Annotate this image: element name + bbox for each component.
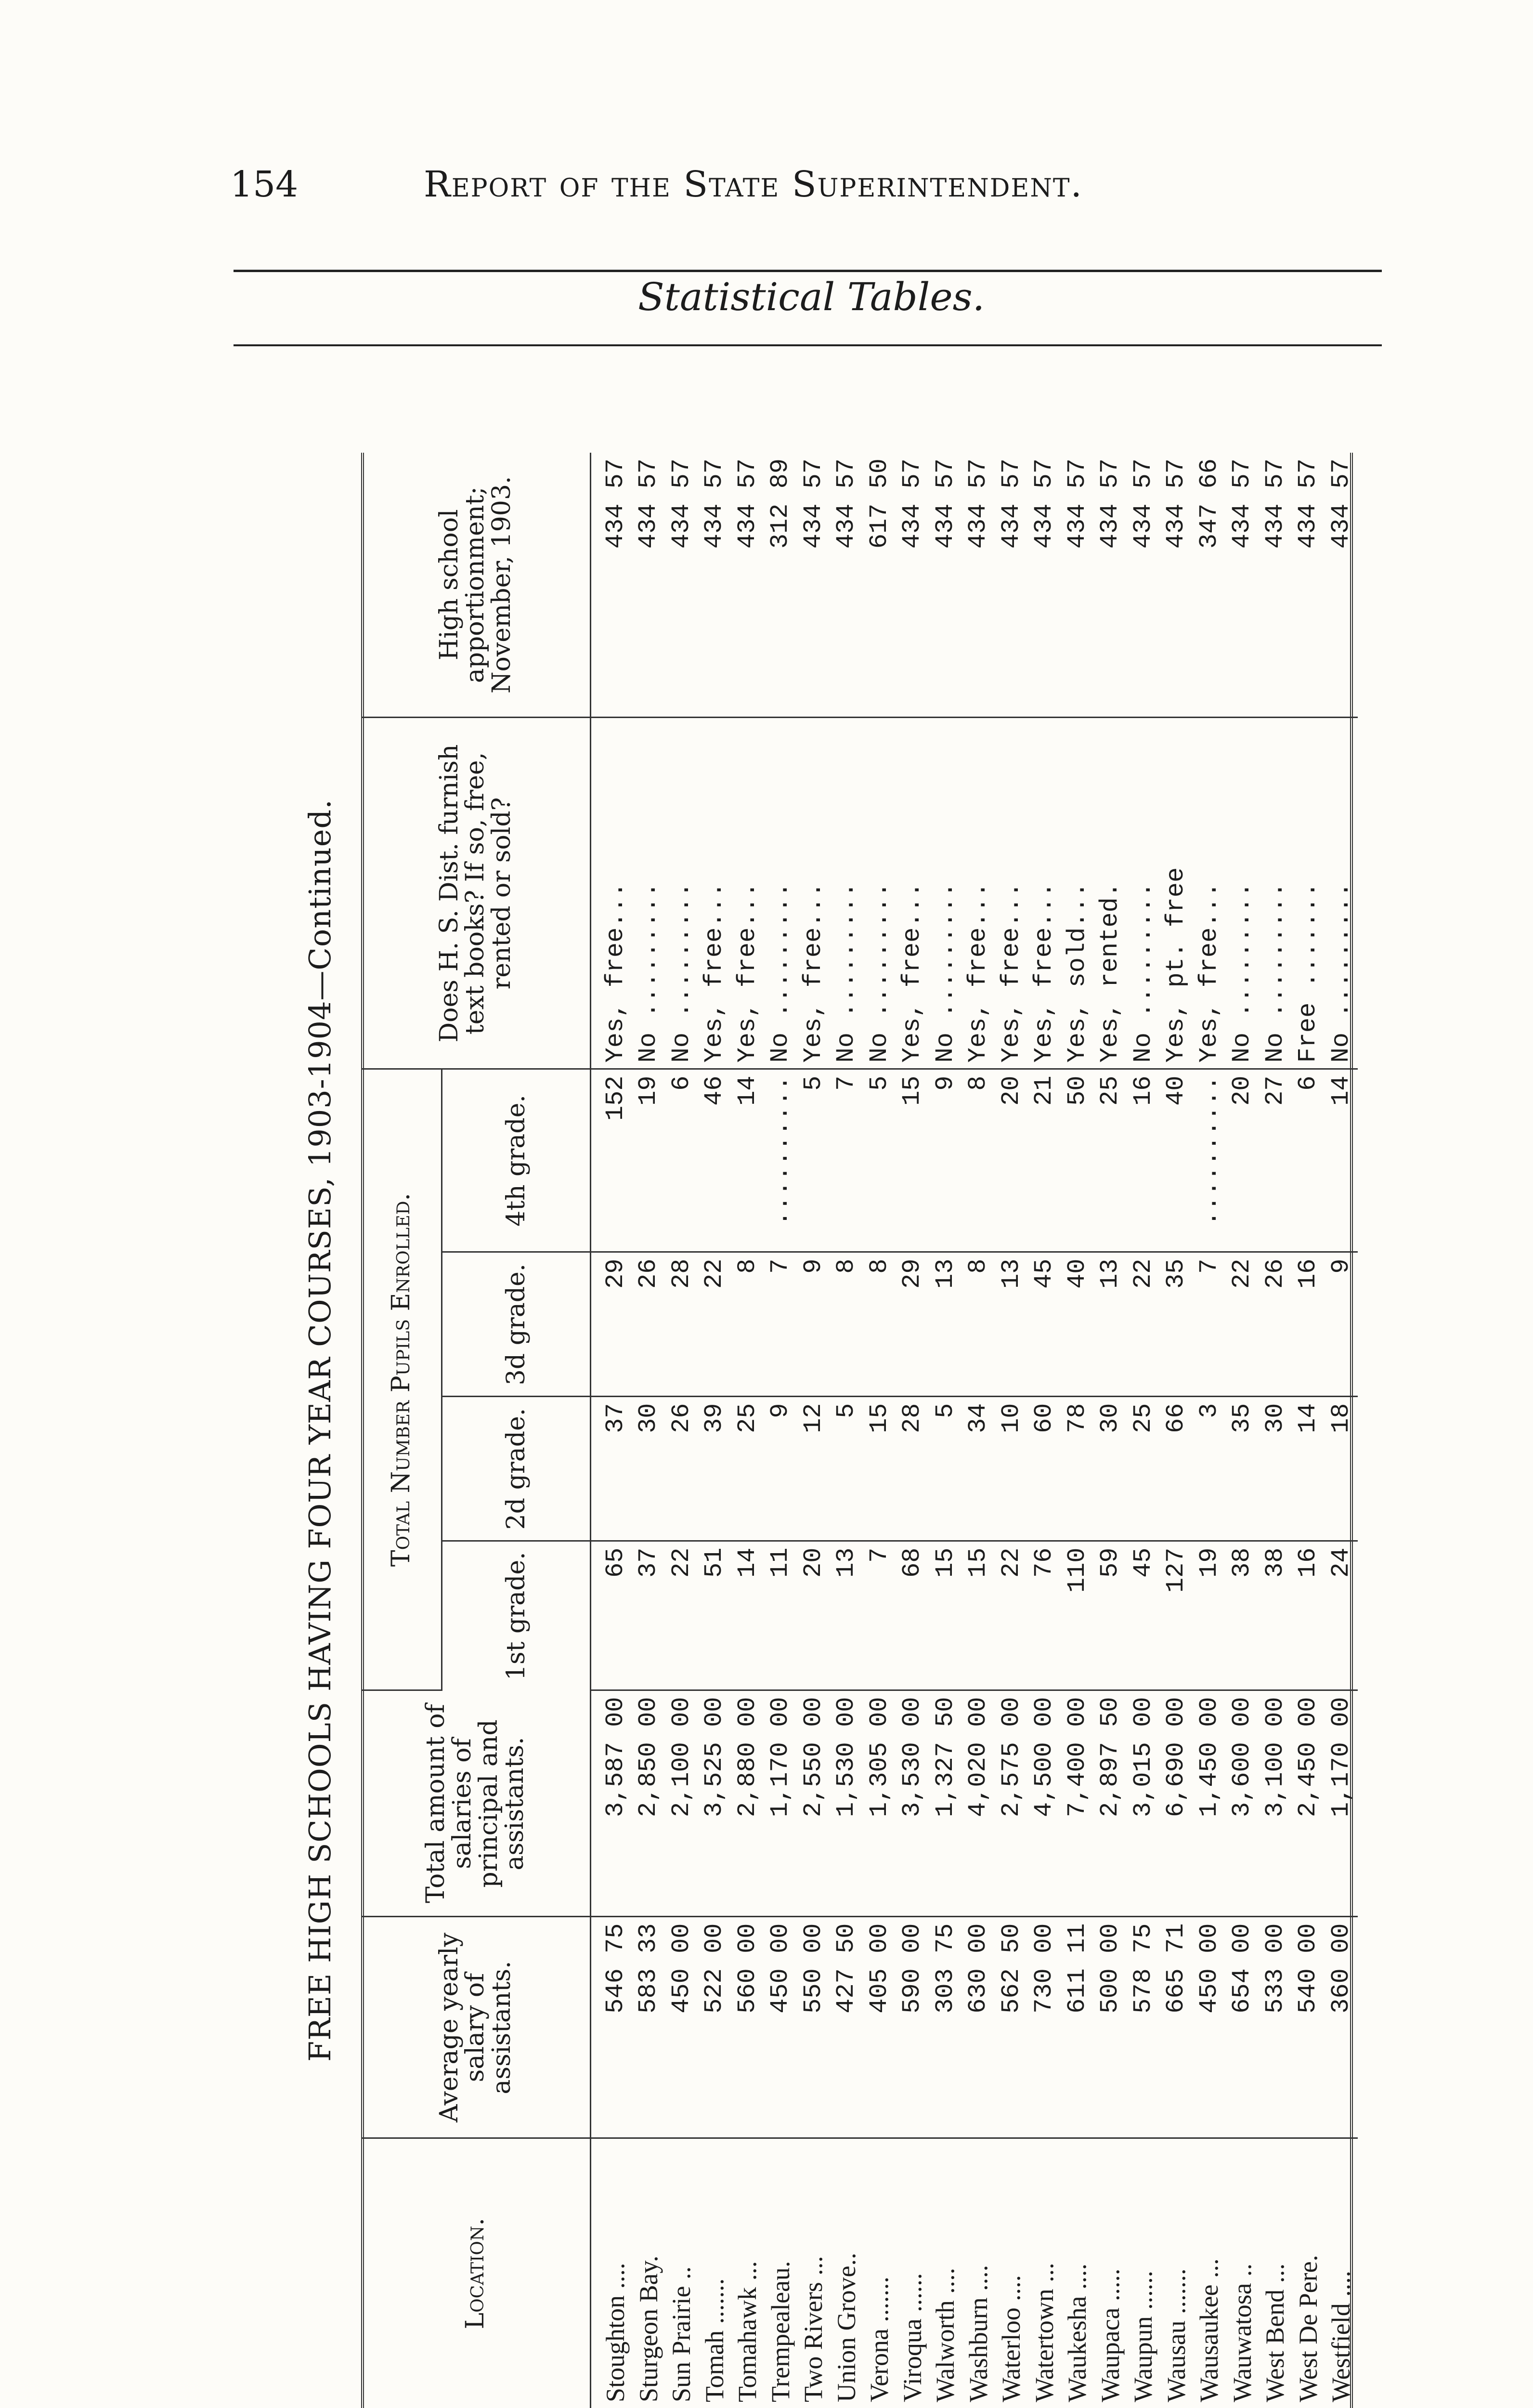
table-row — [1193, 453, 1226, 2408]
cell-grade-3: 35 — [1160, 1252, 1193, 1397]
cell-grade-4: 46 — [698, 1069, 731, 1252]
cell-grade-2: 30 — [632, 1397, 665, 1541]
cell-apportionment: 434 57 — [995, 453, 1028, 718]
cell-text-books: Yes, free... — [1193, 718, 1226, 1069]
header-grade-1: 1st grade. — [442, 1541, 591, 1690]
cell-avg-salary: 450 00 — [665, 1917, 698, 2138]
cell-location: Wauwatosa .. — [1227, 2263, 1257, 2402]
cell-grade-1: 22 — [665, 1541, 698, 1690]
table-row — [1028, 453, 1061, 2408]
table-row — [1226, 453, 1259, 2408]
table-row — [1127, 453, 1160, 2408]
cell-grade-4: .......... — [1193, 1069, 1226, 1252]
cell-avg-salary: 590 00 — [896, 1917, 929, 2138]
header-apportionment: High school apportionment; November, 1903. — [361, 453, 591, 718]
cell-apportionment: 434 57 — [632, 453, 665, 718]
cell-apportionment: 434 57 — [665, 453, 698, 718]
cell-apportionment: 434 57 — [830, 453, 863, 718]
cell-grade-4: 50 — [1061, 1069, 1094, 1252]
cell-grade-3: 13 — [1094, 1252, 1127, 1397]
cell-grade-4: 27 — [1259, 1069, 1292, 1252]
cell-location: West Bend ... — [1260, 2263, 1290, 2402]
cell-text-books: Yes, free... — [995, 718, 1028, 1069]
cell-text-books: Yes, free... — [731, 718, 764, 1069]
cell-grade-4: 6 — [1292, 1069, 1325, 1252]
table-row — [830, 453, 863, 2408]
cell-text-books: No ......... — [1226, 718, 1259, 1069]
cell-grade-2: 66 — [1160, 1397, 1193, 1541]
cell-avg-salary: 450 00 — [764, 1917, 797, 2138]
cell-grade-1: 59 — [1094, 1541, 1127, 1690]
rotated-table — [289, 453, 1355, 2408]
cell-total-salaries: 7,400 00 — [1061, 1690, 1094, 1917]
cell-grade-4: .......... — [764, 1069, 797, 1252]
header-grade-3: 3d grade. — [442, 1252, 591, 1397]
cell-grade-2: 9 — [764, 1397, 797, 1541]
cell-grade-3: 8 — [830, 1252, 863, 1397]
cell-apportionment: 434 57 — [1160, 453, 1193, 718]
cell-total-salaries: 2,100 00 — [665, 1690, 698, 1917]
cell-grade-4: 8 — [962, 1069, 995, 1252]
cell-text-books: Yes, pt. free — [1160, 718, 1193, 1069]
cell-text-books: Yes, free... — [1028, 718, 1061, 1069]
cell-grade-1: 16 — [1292, 1541, 1325, 1690]
cell-apportionment: 434 57 — [1325, 453, 1358, 718]
cell-avg-salary: 546 75 — [591, 1917, 632, 2138]
section-title: Statistical Tables. — [638, 275, 985, 319]
cell-avg-salary: 578 75 — [1127, 1917, 1160, 2138]
table-row — [1094, 453, 1127, 2408]
cell-grade-3: 8 — [863, 1252, 896, 1397]
cell-grade-4: 19 — [632, 1069, 665, 1252]
table-row — [995, 453, 1028, 2408]
cell-location: Waukesha .... — [1063, 2263, 1092, 2402]
cell-grade-3: 13 — [929, 1252, 962, 1397]
table-row — [731, 453, 764, 2408]
cell-avg-salary: 630 00 — [962, 1917, 995, 2138]
cell-apportionment: 617 50 — [863, 453, 896, 718]
header-grade-4: 4th grade. — [442, 1069, 591, 1252]
table-row — [797, 453, 830, 2408]
cell-grade-2: 12 — [797, 1397, 830, 1541]
cell-avg-salary: 550 00 — [797, 1917, 830, 2138]
cell-grade-1: 24 — [1325, 1541, 1358, 1690]
cell-grade-3: 7 — [1193, 1252, 1226, 1397]
cell-total-salaries: 4,500 00 — [1028, 1690, 1061, 1917]
cell-grade-3: 22 — [1127, 1252, 1160, 1397]
cell-total-salaries: 2,450 00 — [1292, 1690, 1325, 1917]
header-grade-2: 2d grade. — [442, 1397, 591, 1541]
cell-avg-salary: 540 00 — [1292, 1917, 1325, 2138]
cell-location: West De Pere. — [1293, 2254, 1323, 2402]
cell-grade-3: 40 — [1061, 1252, 1094, 1397]
cell-text-books: No ......... — [929, 718, 962, 1069]
cell-total-salaries: 2,575 00 — [995, 1690, 1028, 1917]
cell-text-books: No ......... — [830, 718, 863, 1069]
cell-total-salaries: 1,170 00 — [1325, 1690, 1358, 1917]
table-row — [1325, 453, 1358, 2408]
table-row — [764, 453, 797, 2408]
cell-grade-2: 25 — [1127, 1397, 1160, 1541]
cell-text-books: No ......... — [665, 718, 698, 1069]
cell-avg-salary: 533 00 — [1259, 1917, 1292, 2138]
cell-grade-2: 37 — [591, 1397, 632, 1541]
cell-grade-4: 25 — [1094, 1069, 1127, 1252]
cell-grade-2: 35 — [1226, 1397, 1259, 1541]
cell-grade-2: 34 — [962, 1397, 995, 1541]
cell-grade-1: 13 — [830, 1541, 863, 1690]
cell-grade-3: 16 — [1292, 1252, 1325, 1397]
cell-location: Westfield .... — [1326, 2270, 1356, 2402]
cell-total-salaries: 1,450 00 — [1193, 1690, 1226, 1917]
statistics-table — [361, 453, 1358, 2408]
cell-apportionment: 434 57 — [1292, 453, 1325, 718]
cell-grade-1: 22 — [995, 1541, 1028, 1690]
cell-location: Tomah ....... — [700, 2278, 729, 2402]
cell-text-books: No ......... — [1259, 718, 1292, 1069]
cell-avg-salary: 654 00 — [1226, 1917, 1259, 2138]
cell-grade-4: 20 — [995, 1069, 1028, 1252]
cell-total-salaries: 2,897 50 — [1094, 1690, 1127, 1917]
cell-grade-4: 14 — [731, 1069, 764, 1252]
cell-total-salaries: 1,170 00 — [764, 1690, 797, 1917]
cell-grade-2: 30 — [1259, 1397, 1292, 1541]
cell-location: Washburn .... — [963, 2264, 993, 2402]
cell-apportionment: 434 57 — [896, 453, 929, 718]
cell-total-salaries: 3,100 00 — [1259, 1690, 1292, 1917]
page-number: 154 — [230, 164, 299, 205]
cell-grade-3: 26 — [632, 1252, 665, 1397]
cell-total-salaries: 3,587 00 — [591, 1690, 632, 1917]
cell-avg-salary: 500 00 — [1094, 1917, 1127, 2138]
cell-location: Sturgeon Bay. — [634, 2255, 663, 2402]
cell-location: Trempealeau. — [766, 2261, 795, 2402]
cell-grade-3: 9 — [797, 1252, 830, 1397]
cell-grade-2: 26 — [665, 1397, 698, 1541]
cell-location: Verona ....... — [865, 2277, 894, 2402]
cell-total-salaries: 3,600 00 — [1226, 1690, 1259, 1917]
cell-grade-1: 14 — [731, 1541, 764, 1690]
cell-apportionment: 434 57 — [698, 453, 731, 718]
cell-grade-3: 45 — [1028, 1252, 1061, 1397]
cell-text-books: Yes, sold... — [1061, 718, 1094, 1069]
cell-grade-4: 20 — [1226, 1069, 1259, 1252]
cell-text-books: Yes, free... — [962, 718, 995, 1069]
cell-grade-1: 38 — [1259, 1541, 1292, 1690]
cell-apportionment: 347 66 — [1193, 453, 1226, 718]
cell-avg-salary: 611 11 — [1061, 1917, 1094, 2138]
cell-apportionment: 434 57 — [797, 453, 830, 718]
cell-location: Watertown ... — [1029, 2263, 1059, 2402]
cell-location: Wausaukee ... — [1195, 2258, 1224, 2402]
table-row — [1259, 453, 1292, 2408]
table-row — [929, 453, 962, 2408]
table-title: FREE HIGH SCHOOLS HAVING FOUR YEAR COURSES, 1903-1904—Continued. — [302, 799, 338, 2062]
table-row — [1292, 453, 1325, 2408]
cell-avg-salary: 583 33 — [632, 1917, 665, 2138]
running-title: Report of the State Superintendent. — [424, 164, 1083, 205]
cell-grade-1: 110 — [1061, 1541, 1094, 1690]
cell-grade-1: 15 — [929, 1541, 962, 1690]
cell-grade-2: 3 — [1193, 1397, 1226, 1541]
cell-avg-salary: 303 75 — [929, 1917, 962, 2138]
cell-total-salaries: 1,530 00 — [830, 1690, 863, 1917]
cell-grade-2: 78 — [1061, 1397, 1094, 1541]
cell-grade-1: 20 — [797, 1541, 830, 1690]
cell-grade-3: 22 — [1226, 1252, 1259, 1397]
cell-total-salaries: 2,550 00 — [797, 1690, 830, 1917]
header-total-salaries: Total amount of salaries of principal and assistants. — [361, 1690, 591, 1917]
header-rule — [234, 270, 1382, 272]
cell-grade-1: 11 — [764, 1541, 797, 1690]
cell-total-salaries: 6,690 00 — [1160, 1690, 1193, 1917]
cell-total-salaries: 3,525 00 — [698, 1690, 731, 1917]
cell-location: Stoughton .... — [601, 2263, 630, 2402]
table-row — [863, 453, 896, 2408]
cell-total-salaries: 1,305 00 — [863, 1690, 896, 1917]
cell-grade-4: 16 — [1127, 1069, 1160, 1252]
cell-grade-3: 22 — [698, 1252, 731, 1397]
cell-grade-4: 152 — [591, 1069, 632, 1252]
cell-grade-3: 29 — [896, 1252, 929, 1397]
cell-grade-2: 60 — [1028, 1397, 1061, 1541]
cell-grade-4: 9 — [929, 1069, 962, 1252]
cell-avg-salary: 560 00 — [731, 1917, 764, 2138]
cell-text-books: No ......... — [863, 718, 896, 1069]
cell-apportionment: 434 57 — [962, 453, 995, 718]
cell-grade-4: 5 — [863, 1069, 896, 1252]
cell-grade-2: 39 — [698, 1397, 731, 1541]
table-body — [591, 453, 1358, 2408]
cell-avg-salary: 405 00 — [863, 1917, 896, 2138]
cell-apportionment: 434 57 — [1127, 453, 1160, 718]
cell-grade-2: 18 — [1325, 1397, 1358, 1541]
cell-grade-4: 7 — [830, 1069, 863, 1252]
section-rule — [234, 344, 1382, 346]
table-row — [698, 453, 731, 2408]
cell-avg-salary: 450 00 — [1193, 1917, 1226, 2138]
table-row — [962, 453, 995, 2408]
cell-grade-3: 29 — [591, 1252, 632, 1397]
cell-total-salaries: 2,880 00 — [731, 1690, 764, 1917]
cell-location: Waupun ...... — [1129, 2270, 1158, 2402]
cell-location: Viroqua ...... — [897, 2273, 927, 2402]
cell-grade-2: 15 — [863, 1397, 896, 1541]
cell-total-salaries: 2,850 00 — [632, 1690, 665, 1917]
cell-grade-3: 28 — [665, 1252, 698, 1397]
cell-location: Two Rivers ... — [799, 2256, 828, 2402]
cell-grade-2: 25 — [731, 1397, 764, 1541]
cell-grade-4: 6 — [665, 1069, 698, 1252]
header-enrolled-group: Total Number Pupils Enrolled. — [361, 1069, 442, 1690]
cell-avg-salary: 665 71 — [1160, 1917, 1193, 2138]
cell-grade-3: 13 — [995, 1252, 1028, 1397]
cell-avg-salary: 360 00 — [1325, 1917, 1358, 2138]
table-row — [1061, 453, 1094, 2408]
cell-location: Waupaca ..... — [1095, 2268, 1125, 2402]
cell-apportionment: 434 57 — [1028, 453, 1061, 718]
header-text-books: Does H. S. Dist. furnish text books? If so, free, rented or sold? — [361, 718, 591, 1069]
cell-text-books: No ......... — [1127, 718, 1160, 1069]
cell-grade-1: 15 — [962, 1541, 995, 1690]
cell-text-books: No ......... — [764, 718, 797, 1069]
cell-grade-4: 21 — [1028, 1069, 1061, 1252]
cell-grade-3: 26 — [1259, 1252, 1292, 1397]
cell-grade-3: 9 — [1325, 1252, 1358, 1397]
cell-total-salaries: 3,015 00 — [1127, 1690, 1160, 1917]
cell-location: Union Grove.. — [831, 2252, 861, 2402]
cell-grade-2: 5 — [830, 1397, 863, 1541]
cell-grade-2: 5 — [929, 1397, 962, 1541]
cell-grade-2: 28 — [896, 1397, 929, 1541]
cell-text-books: Yes, free... — [591, 718, 632, 1069]
table-row — [1160, 453, 1193, 2408]
cell-grade-3: 8 — [731, 1252, 764, 1397]
cell-location: Wausau ....... — [1161, 2268, 1191, 2402]
cell-apportionment: 312 89 — [764, 453, 797, 718]
cell-location: Tomahawk ... — [733, 2261, 762, 2402]
cell-grade-4: 5 — [797, 1069, 830, 1252]
cell-avg-salary: 427 50 — [830, 1917, 863, 2138]
cell-grade-1: 19 — [1193, 1541, 1226, 1690]
header-avg-salary: Average yearly salary of assistants. — [361, 1917, 591, 2138]
cell-avg-salary: 730 00 — [1028, 1917, 1061, 2138]
cell-apportionment: 434 57 — [1226, 453, 1259, 718]
cell-text-books: Yes, free... — [698, 718, 731, 1069]
cell-grade-3: 7 — [764, 1252, 797, 1397]
table-row — [665, 453, 698, 2408]
header-location: Location. — [361, 2138, 591, 2408]
cell-grade-1: 68 — [896, 1541, 929, 1690]
cell-grade-1: 7 — [863, 1541, 896, 1690]
cell-text-books: No ......... — [632, 718, 665, 1069]
cell-grade-2: 14 — [1292, 1397, 1325, 1541]
cell-text-books: Free ....... — [1292, 718, 1325, 1069]
cell-grade-1: 45 — [1127, 1541, 1160, 1690]
cell-text-books: Yes, free... — [797, 718, 830, 1069]
cell-total-salaries: 3,530 00 — [896, 1690, 929, 1917]
cell-grade-4: 15 — [896, 1069, 929, 1252]
cell-grade-4: 14 — [1325, 1069, 1358, 1252]
cell-apportionment: 434 57 — [1259, 453, 1292, 718]
cell-grade-4: 40 — [1160, 1069, 1193, 1252]
cell-avg-salary: 522 00 — [698, 1917, 731, 2138]
cell-text-books: Yes, rented. — [1094, 718, 1127, 1069]
cell-apportionment: 434 57 — [1061, 453, 1094, 718]
cell-location: Walworth .... — [931, 2267, 960, 2402]
cell-total-salaries: 1,327 50 — [929, 1690, 962, 1917]
table-row — [896, 453, 929, 2408]
cell-text-books: No ......... — [1325, 718, 1358, 1069]
cell-grade-1: 37 — [632, 1541, 665, 1690]
cell-apportionment: 434 57 — [929, 453, 962, 718]
cell-apportionment: 434 57 — [731, 453, 764, 718]
cell-total-salaries: 4,020 00 — [962, 1690, 995, 1917]
table-row — [632, 453, 665, 2408]
cell-apportionment: 434 57 — [1094, 453, 1127, 718]
cell-location: Sun Prairie .. — [667, 2266, 696, 2402]
cell-apportionment: 434 57 — [591, 453, 632, 718]
table-row — [591, 453, 632, 2408]
cell-grade-1: 65 — [591, 1541, 632, 1690]
cell-grade-1: 127 — [1160, 1541, 1193, 1690]
cell-location: Waterloo .... — [997, 2275, 1026, 2402]
cell-grade-1: 38 — [1226, 1541, 1259, 1690]
cell-grade-2: 30 — [1094, 1397, 1127, 1541]
cell-grade-1: 51 — [698, 1541, 731, 1690]
cell-grade-1: 76 — [1028, 1541, 1061, 1690]
cell-grade-3: 8 — [962, 1252, 995, 1397]
cell-avg-salary: 562 50 — [995, 1917, 1028, 2138]
cell-grade-2: 10 — [995, 1397, 1028, 1541]
cell-text-books: Yes, free... — [896, 718, 929, 1069]
